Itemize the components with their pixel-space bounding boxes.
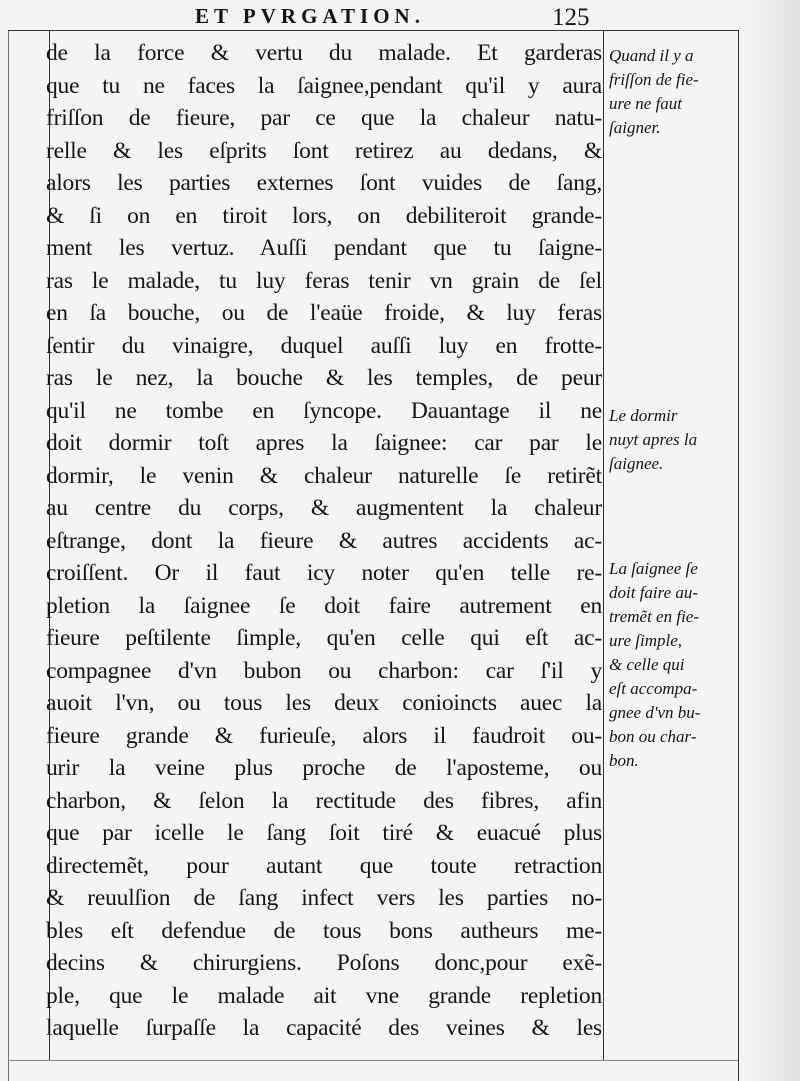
margin-note-line: ure ſimple, [609, 631, 683, 650]
running-title: ET PVRGATION. [195, 4, 425, 28]
margin-note-sleep [609, 404, 737, 476]
text-line: friſſon de fieure, par ce que la chaleur natu- [46, 105, 602, 131]
text-line: & reuulſion de ſang infect vers les parties no- [46, 885, 602, 911]
text-line: urir la veine plus proche de l'aposteme, ou [46, 755, 602, 781]
margin-note-line: Quand il y a [609, 46, 694, 65]
text-line: directemẽt, pour autant que toute retraction [46, 852, 602, 879]
margin-note-line: ſaignee. [609, 454, 664, 473]
margin-note-line: doit faire au- [609, 583, 699, 602]
text-line: fieure grande & furieuſe, alors il faudroit ou- [46, 722, 602, 749]
text-line: compagnee d'vn bubon ou charbon: car ſ'il y [46, 657, 602, 684]
margin-note-line: ſaigner. [609, 118, 661, 137]
text-line: ple, que le malade ait vne grande repletion [46, 982, 602, 1009]
margin-note-line: bon ou char- [609, 727, 697, 746]
margin-note-line: bon. [609, 751, 639, 770]
margin-note-line: tremẽt en fie- [609, 607, 699, 626]
text-line: relle & les eſprits ſont retirez au dedans, & [46, 137, 602, 164]
text-line: pletion la ſaignee ſe doit faire autrement en [46, 592, 602, 619]
margin-note-line: gnee d'vn bu- [609, 703, 701, 722]
text-line: au centre du corps, & augmentent la chaleur [46, 495, 602, 521]
text-line: dormir, le venin & chaleur naturelle ſe retirẽt [46, 462, 602, 489]
page-number: 125 [552, 4, 590, 31]
margin-note-line: Le dormir [609, 406, 678, 425]
margin-note-line: La ſaignee ſe [609, 559, 698, 578]
text-line: charbon, & ſelon la rectitude des fibres, afin [46, 787, 602, 814]
text-line: bles eſt defendue de tous bons autheurs me- [46, 917, 602, 944]
margin-note-line: friſſon de fie- [609, 70, 699, 89]
text-line: ſentir du vinaigre, duquel auſſi luy en frotte- [46, 332, 602, 359]
text-line: decins & chirurgiens. Poſons donc,pour exẽ- [46, 950, 602, 976]
text-line: eſtrange, dont la fieure & autres accidents ac- [46, 527, 602, 554]
text-line: qu'il ne tombe en ſyncope. Dauantage il ne [46, 397, 602, 424]
margin-note-bleeding [609, 557, 737, 773]
text-line: doit dormir toſt apres la ſaignee: car par le [46, 430, 602, 456]
margin-note-shivering [609, 44, 737, 140]
page-edge-shadow [740, 0, 800, 1081]
outer-left-rule [8, 30, 9, 1081]
margin-note-line: eſt accompa- [609, 679, 698, 698]
text-line: ras le malade, tu luy feras tenir vn grain de ſel [46, 267, 602, 294]
margin-note-line: ure ne faut [609, 94, 683, 113]
text-line: ment les vertuz. Auſſi pendant que tu ſaigne- [46, 235, 602, 261]
margin-divider-rule [603, 30, 604, 1060]
margin-note-line: nuyt apres la [609, 430, 698, 449]
margin-note-line: & celle qui [609, 655, 685, 674]
outer-right-rule [738, 30, 739, 1081]
top-rule [8, 30, 738, 31]
text-line: que tu ne faces la ſaignee,pendant qu'il y aura [46, 72, 602, 99]
text-line: fieure peſtilente ſimple, qu'en celle qui eſt ac- [46, 625, 602, 651]
text-line: alors les parties externes ſont vuides de ſang, [46, 170, 602, 196]
text-line: & ſi on en tiroit lors, on debiliteroit grande- [46, 202, 602, 229]
text-line: de la force & vertu du malade. Et garderas [46, 40, 602, 66]
text-line: croiſſent. Or il faut icy noter qu'en telle re- [46, 560, 602, 586]
text-line: en ſa bouche, ou de l'eaüe froide, & luy feras [46, 300, 602, 326]
main-text-block [46, 37, 602, 1045]
text-line: que par icelle le ſang ſoit tiré & euacué plus [46, 820, 602, 846]
text-line: laquelle ſurpaſſe la capacité des veines & les [46, 1015, 602, 1041]
text-line: auoit l'vn, ou tous les deux conioincts auec la [46, 690, 602, 716]
text-line: ras le nez, la bouche & les temples, de peur [46, 365, 602, 391]
bottom-rule [8, 1060, 738, 1061]
